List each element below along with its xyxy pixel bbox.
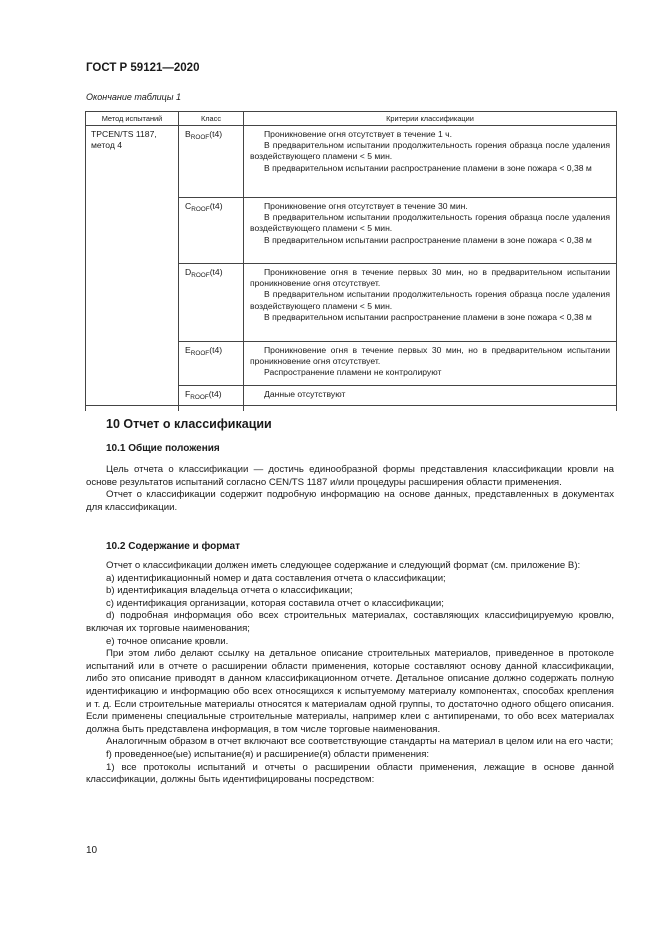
page-number: 10 [86,845,98,856]
subsection-title: 10.2 Содержание и формат [106,541,240,552]
table-header-row [86,112,617,126]
criteria-line: В предварительном испытании продолжительность горения образца после удаления воздействующего пламени < 5 мин. [250,289,610,311]
paragraph: Отчет о классификации должен иметь следующее содержание и следующий формат (см. приложение В): [106,560,581,571]
paragraph: При этом либо делают ссылку на детальное описание строительных материалов, приведенное в протоколе испытаний или в отчете о расширении области применения, которые составляют основу данной классификации, либо это описание приводят в данном классификационном отчете. Детальное описание должно содержать полную идентификацию и информацию обо всех относящихся к испытуемому материалу компонентах, способах крепления и т. д. Если строительные материалы относятся к материалам одной группы, то достаточно одного общего описания. Если применены специальные строительные материалы, например клеи с антипиренами, то обо всех материалах должна быть представлена информация, в том числе торговые наименования. [86,648,614,735]
list-item: a) идентификационный номер и дата составления отчета о классификации; [106,572,446,584]
method-cell [86,126,179,412]
class-cell [179,386,244,412]
criteria-cell [244,342,617,386]
class-letter: B [185,129,191,139]
class-subscript: ROOF [191,206,210,213]
criteria-line: В предварительном испытании распространение пламени в зоне пожара < 0,38 м [264,234,592,245]
list-item: e) точное описание кровли. [106,635,229,647]
class-subscript: ROOF [191,272,210,279]
paragraph: Отчет о классификации содержит подробную информацию на основе данных, представленных в документах для классификации. [86,489,614,513]
class-suffix: (t4) [209,201,223,211]
table-row [86,126,617,198]
method-line: метод 4 [91,140,123,151]
paragraph-block [86,464,614,514]
class-cell [179,264,244,342]
class-suffix: (t4) [209,129,223,139]
list-item: c) идентификация организации, которая составила отчет о классификации; [106,597,444,609]
section-title: 10 Отчет о классификации [106,417,272,431]
criteria-line: В предварительном испытании продолжительность горения образца после удаления воздействующего пламени < 5 мин. [250,140,610,162]
class-subscript: ROOF [190,394,209,401]
criteria-line: Проникновение огня в течение первых 30 мин, но в предварительном испытании проникновение огня отсутствует. [250,267,610,289]
column-header-class: Класс [179,112,244,126]
paragraph: Цель отчета о классификации — достичь единообразной формы представления классификации кровли на основе результатов испытаний согласно CEN/TS 1187 и/или процедуры расширения области применения. [86,464,614,488]
criteria-cell [244,198,617,264]
criteria-line: В предварительном испытании распространение пламени в зоне пожара < 0,38 м [264,311,592,322]
paragraph-block [86,560,614,787]
standard-header: ГОСТ Р 59121—2020 [86,62,200,74]
class-suffix: (t4) [209,267,223,277]
column-header-criteria: Критерии классификации [244,112,617,126]
criteria-line: Проникновение огня в течение первых 30 мин, но в предварительном испытании проникновение огня отсутствует. [250,345,610,367]
criteria-line: Данные отсутствуют [264,389,346,399]
list-item: 1) все протоколы испытаний и отчеты о расширении области применения, лежащие в основе данной классификации, должны быть идентифицированы посредством: [86,761,614,786]
criteria-cell [244,264,617,342]
class-letter: D [185,267,192,277]
criteria-line: Распространение пламени не контролируют [264,367,442,378]
criteria-line: В предварительном испытании продолжительность горения образца после удаления воздействующего пламени < 5 мин. [250,212,610,234]
list-item: b) идентификация владельца отчета о классификации; [106,585,353,597]
criteria-cell [244,126,617,198]
criteria-line: Проникновение огня отсутствует в течение 30 мин. [264,201,468,211]
criteria-line: Проникновение огня отсутствует в течение 1 ч. [264,129,453,139]
class-suffix: (t4) [208,389,222,399]
criteria-cell [244,386,617,412]
classification-table [85,111,617,411]
list-item: f) проведенное(ые) испытание(я) и расширение(я) области применения: [106,748,430,760]
table-bottom-rule [85,405,617,406]
class-cell [179,198,244,264]
criteria-line: В предварительном испытании распространение пламени в зоне пожара < 0,38 м [264,162,592,173]
class-suffix: (t4) [209,345,223,355]
class-letter: F [185,389,191,399]
subsection-title: 10.1 Общие положения [106,443,220,454]
class-subscript: ROOF [190,134,210,141]
class-cell [179,126,244,198]
class-letter: E [185,345,191,355]
paragraph: Аналогичным образом в отчет включают все соответствующие стандарты на материал в целом или на его части; [106,736,614,748]
class-letter: C [185,201,192,211]
class-subscript: ROOF [190,350,210,357]
class-cell [179,342,244,386]
table-caption: Окончание таблицы 1 [86,92,181,102]
column-header-method: Метод испытаний [86,112,179,126]
method-line: TPCEN/TS 1187, [91,129,157,139]
list-item: d) подробная информация обо всех строительных материалах, составляющих классифицируемую кровлю, включая их торговые наименования; [86,610,614,634]
